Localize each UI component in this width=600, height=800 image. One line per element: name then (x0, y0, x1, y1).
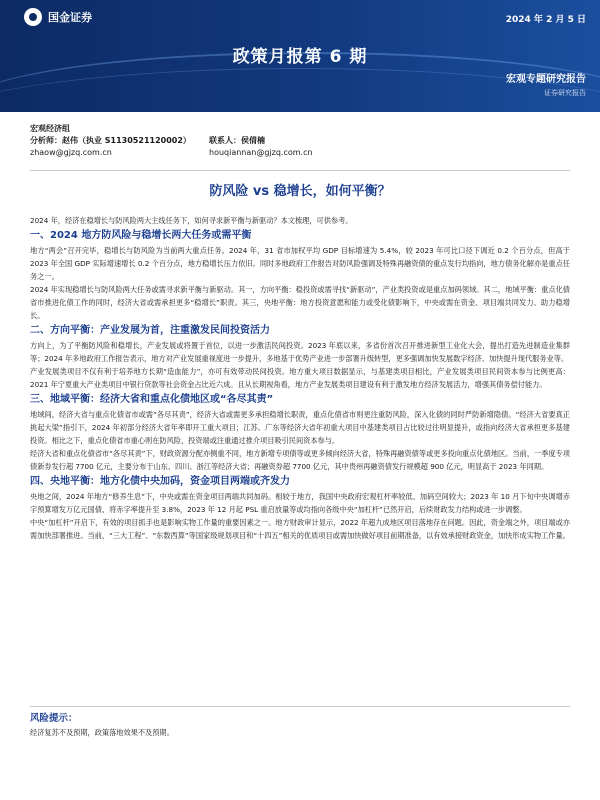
column-subtype: 证券研究报告 (544, 89, 586, 97)
section-heading: 二、方向平衡：产业发展为首，注重激发民间投资活力 (30, 325, 270, 336)
body-paragraph: 2024 年实现稳增长与防风险两大任务或需寻求新平衡与新驱动。其一，方向平衡：稳投资或需寻找“新驱动”，产业类投资或是重点加码领域。其二，地域平衡：重点化债省市推进化债工作的同时，经济大省或需承担更多“稳增长”职责。其三，央地平衡：地方投资意愿和能力或受化债影响下，中央或需在资金、项目端共同发力、助力稳增长。 (30, 285, 570, 320)
contact (209, 135, 265, 147)
report-body (30, 214, 570, 542)
risk-section (30, 712, 570, 740)
logo-text: 国金证券 (48, 11, 92, 24)
divider (30, 706, 570, 707)
section-heading: 四、央地平衡：地方化债中央加码，资金项目两端或齐发力 (30, 476, 290, 487)
research-group: 宏观经济组 (30, 124, 70, 133)
body-paragraph: 央地之间，2024 年地方“修养生息”下，中央或需在资金项目两端共同加码。相较于地方，我国中央政府宏观杠杆率较低、加码空间较大；2023 年 10 月下旬中央调增赤字预算增发万亿元国债、将赤字率提升至 3.8%，2023 年 12 月起 PSL 重启放量等或均指向各级中央“加杠杆”已然开启，后续财政发力结构或进一步调整。 (30, 492, 570, 514)
divider (30, 170, 570, 171)
contact-email[interactable]: houqiannan@gjzq.com.cn (209, 148, 313, 157)
intro-paragraph: 2024 年，经济在稳增长与防风险两大主线任务下，如何寻求新平衡与新驱动？本文梳理，可供参考。 (30, 216, 353, 225)
main-title: 防风险 vs 稳增长，如何平衡？ (209, 184, 391, 199)
logo-icon (24, 8, 42, 26)
risk-text: 经济复苏不及预期，政策落地效果不及预期。 (30, 728, 174, 737)
header-banner (0, 0, 600, 112)
section-heading: 三、地域平衡：经济大省和重点化债地区或“各尽其责” (30, 394, 274, 405)
body-paragraph: 经济大省和重点化债省市“各尽其责”下，财政资源分配亦侧重不同，地方新增专项债等或更多倾向经济大省，特殊再融资债等或更多投向重点化债地区。当前，一季度专项债新券发行超 7700 亿元，主要分布于山东、四川、浙江等经济大省；再融资券超 7700 亿元，其中贵州再融资债发行规模超 900 亿元，明显高于 2023 年同期。 (30, 449, 570, 471)
body-paragraph: 产业发展类项目不仅有利于培养地方长期“造血能力”，亦可有效带动民间投资。地方重大项目数据显示，与基建类项目相比，产业发展类项目民间资本参与比例更高：2021 年宁夏重大产业类项目中银行贷款等社会资金占比近六成。且从长期视角看，地方产业发展类项目建设有利于激发地方经济发展活力，增强其债务偿付能力。 (30, 367, 570, 389)
body-paragraph: 地方“两会”召开完毕，稳增长与防风险为当前两大重点任务。2024 年，31 省市加权平均 GDP 目标增速为 5.4%，较 2023 年可比口径下调近 0.2 个百分点，但高于 2023 年全国 GDP 实际增速增长 0.2 个百分点，地方稳增长压力依旧。同时多地政府工作报告对防风险强调及特殊再融资债的重点发行均指向，地方债务化解亦是重点任务之一。 (30, 246, 570, 281)
report-date: 2024 年 2 月 5 日 (505, 15, 586, 25)
section-heading: 一、2024 地方防风险与稳增长两大任务或需平衡 (30, 230, 252, 241)
analyst-email[interactable]: zhaow@gjzq.com.cn (30, 148, 112, 157)
analyst (30, 135, 209, 147)
body-paragraph: 地域间，经济大省与重点化债省市或需“各尽其责”，经济大省或需更多承担稳增长职责，重点化债省市则更注重防风险，深入化债的同时严防新增隐债。“经济大省要真正挑起大梁”指引下，2024 年初部分经济大省年率即开工重大项目；江苏、广东等经济大省年初重大项目中基建类项目占比较过往明显提升，或指向经济大省承担更多基建投资。相比之下，重点化债省市重心则在防风险，投资端或注重通过推介项目吸引民间资本参与。 (30, 410, 570, 445)
company-logo (24, 8, 92, 26)
body-paragraph: 方向上，为了平衡防风险和稳增长，产业发展或将置于首位，以进一步激活民间投资。2023 年底以来，多省份首次召开推进新型工业化大会，提出打造先进制造业集群等；2024 年多地政府工作报告表示，地方对产业发展重视度进一步提升，多地基于优势产业进一步部署升级转型，更多强调加快发展数字经济、加快提升现代服务业等。 (30, 341, 570, 363)
column-type: 宏观专题研究报告 (506, 74, 586, 85)
author-row (30, 135, 570, 147)
author-info (30, 123, 570, 159)
risk-title: 风险提示： (30, 713, 78, 724)
contact-name: 侯倩楠 (241, 136, 265, 145)
contact-label: 联系人： (209, 136, 241, 145)
analyst-label: 分析师： (30, 136, 62, 145)
email-row (30, 147, 570, 159)
analyst-name: 赵伟（执业 S1130521120002） (62, 136, 191, 145)
body-paragraph: 中央“加杠杆”开启下，有效的项目抓手也是影响实物工作量的重要因素之一。地方财政审计显示，2022 年超九成地区项目落地存在问题。因此，资金端之外，项目端或亦需加快部署推进。当前，“三大工程”、“东数西算”等国家级规划项目和“十四五”相关的优质项目或需加快做好项目前期准备，以有效承接财政资金，加快形成实物工作量。 (30, 518, 570, 540)
report-title: 政策月报第 6 期 (232, 47, 368, 67)
